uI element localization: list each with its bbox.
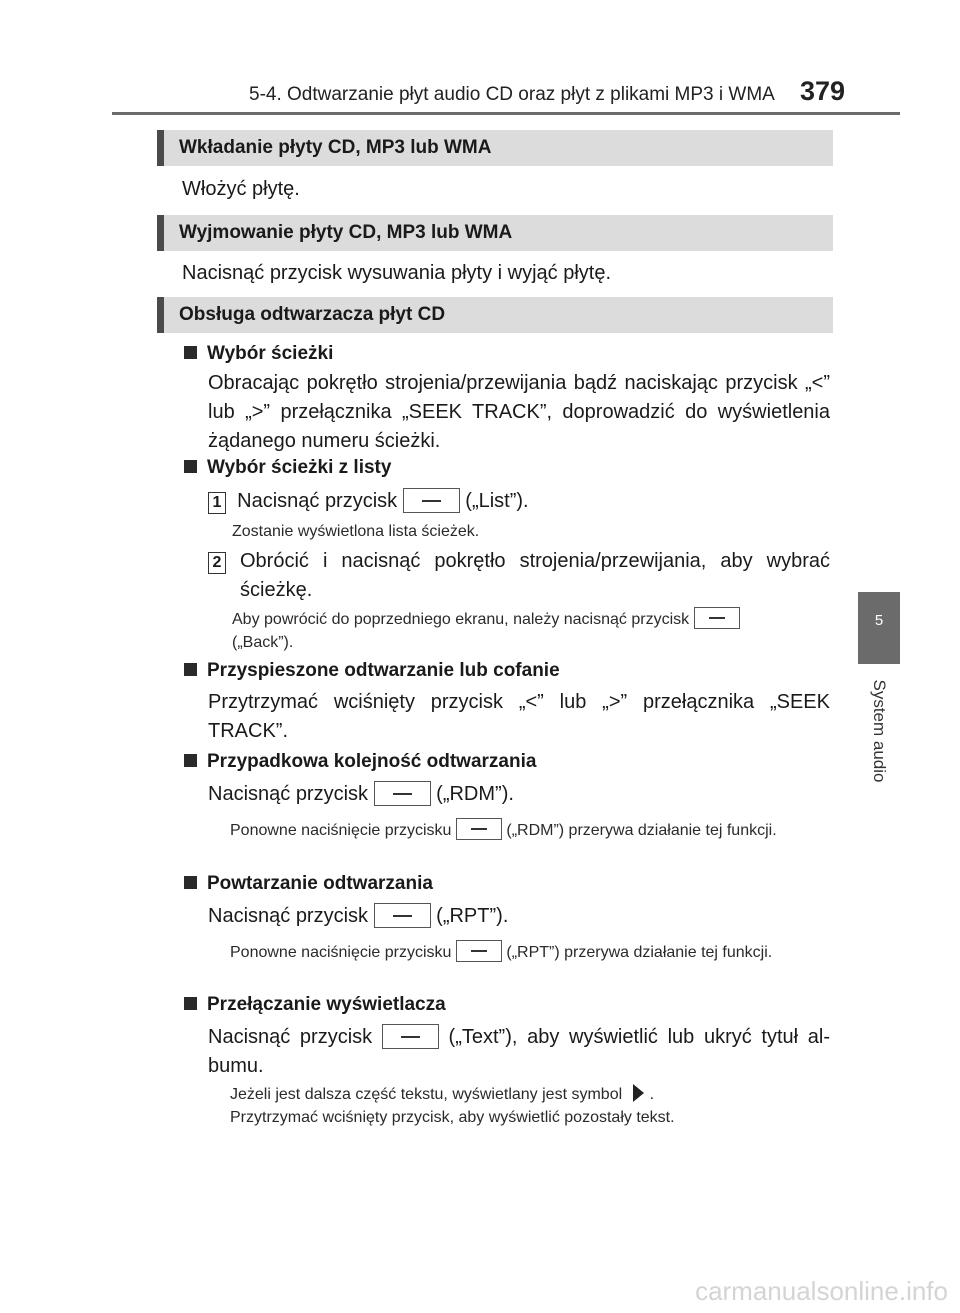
chapter-title: 5-4. Odtwarzanie płyt audio CD oraz płyt z plikami MP3 i WMA bbox=[249, 84, 775, 105]
back-button bbox=[694, 607, 740, 629]
list-step-2-text: Obrócić i nacisnąć pokrętło strojenia/przewijania, aby wybrać ścieżkę. bbox=[240, 550, 830, 601]
chapter-tab-label: System audio bbox=[870, 679, 889, 783]
subheading-track-select: Wybór ścieżki bbox=[184, 343, 333, 365]
page-number: 379 bbox=[800, 76, 846, 106]
list-step-1: 1 Nacisnąć przycisk („List”). bbox=[208, 487, 529, 516]
insert-text: Włożyć płytę. bbox=[182, 178, 300, 200]
eject-text: Nacisnąć przycisk wysuwania płyty i wyjąć płytę. bbox=[182, 262, 612, 284]
display-note-2: Przytrzymać wciśnięty przycisk, aby wyświetlić pozostały tekst. bbox=[230, 1109, 675, 1126]
repeat-text: Nacisnąć przycisk („RPT”). bbox=[208, 905, 509, 927]
subheading-fast: Przyspieszone odtwarzanie lub cofanie bbox=[184, 660, 560, 682]
repeat-note: Ponowne naciśnięcie przycisku („RPT”) przerywa działanie tej funkcji. bbox=[230, 940, 830, 964]
chapter-tab-number: 5 bbox=[874, 612, 884, 629]
track-select-text: Obracając pokrętło strojenia/przewijania bądź naciskając przycisk „<” lub „>” przełącznika „SEEK TRACK”, doprowadzić do wyświetlenia żądanego numeru ścieżki. bbox=[208, 372, 830, 452]
display-note-1: Jeżeli jest dalsza część tekstu, wyświetlany jest symbol . bbox=[230, 1086, 655, 1103]
list-step-2-number-wrap bbox=[208, 547, 226, 576]
watermark: carmanualsonline.info bbox=[695, 1276, 948, 1306]
subheading-random: Przypadkowa kolejność odtwarzania bbox=[184, 751, 536, 773]
square-bullet-icon bbox=[184, 876, 197, 889]
step-number-2: 2 bbox=[208, 552, 226, 574]
subheading-repeat: Powtarzanie odtwarzania bbox=[184, 873, 433, 895]
square-bullet-icon bbox=[184, 346, 197, 359]
rpt-button bbox=[374, 903, 431, 928]
square-bullet-icon bbox=[184, 997, 197, 1010]
rdm-button-small bbox=[456, 818, 502, 840]
subheading-list-select: Wybór ścieżki z listy bbox=[184, 457, 391, 479]
display-text: Nacisnąć przycisk („Text”), aby wyświetlić lub ukryć tytuł al-bumu. bbox=[208, 1026, 831, 1077]
list-step-2-note: Aby powrócić do poprzedniego ekranu, należy nacisnąć przycisk („Back”). bbox=[232, 607, 832, 654]
rpt-button-small bbox=[456, 940, 502, 962]
fast-text: Przytrzymać wciśnięty przycisk „<” lub „>” przełącznika „SEEK TRACK”. bbox=[208, 691, 830, 742]
rdm-button bbox=[374, 781, 431, 806]
random-note: Ponowne naciśnięcie przycisku („RDM”) przerywa działanie tej funkcji. bbox=[230, 818, 830, 842]
square-bullet-icon bbox=[184, 754, 197, 767]
section-title-insert: Wkładanie płyty CD, MP3 lub WMA bbox=[157, 130, 833, 166]
subheading-display: Przełączanie wyświetlacza bbox=[184, 994, 446, 1016]
step-number-1: 1 bbox=[208, 492, 226, 514]
list-step-1-note: Zostanie wyświetlona lista ścieżek. bbox=[232, 523, 480, 540]
random-text: Nacisnąć przycisk („RDM”). bbox=[208, 783, 514, 805]
play-arrow-icon bbox=[633, 1084, 644, 1102]
square-bullet-icon bbox=[184, 663, 197, 676]
section-title-operation: Obsługa odtwarzacza płyt CD bbox=[157, 297, 833, 333]
list-button bbox=[403, 488, 460, 513]
square-bullet-icon bbox=[184, 460, 197, 473]
text-button bbox=[382, 1024, 439, 1049]
header-divider bbox=[112, 112, 900, 115]
section-title-eject: Wyjmowanie płyty CD, MP3 lub WMA bbox=[157, 215, 833, 251]
